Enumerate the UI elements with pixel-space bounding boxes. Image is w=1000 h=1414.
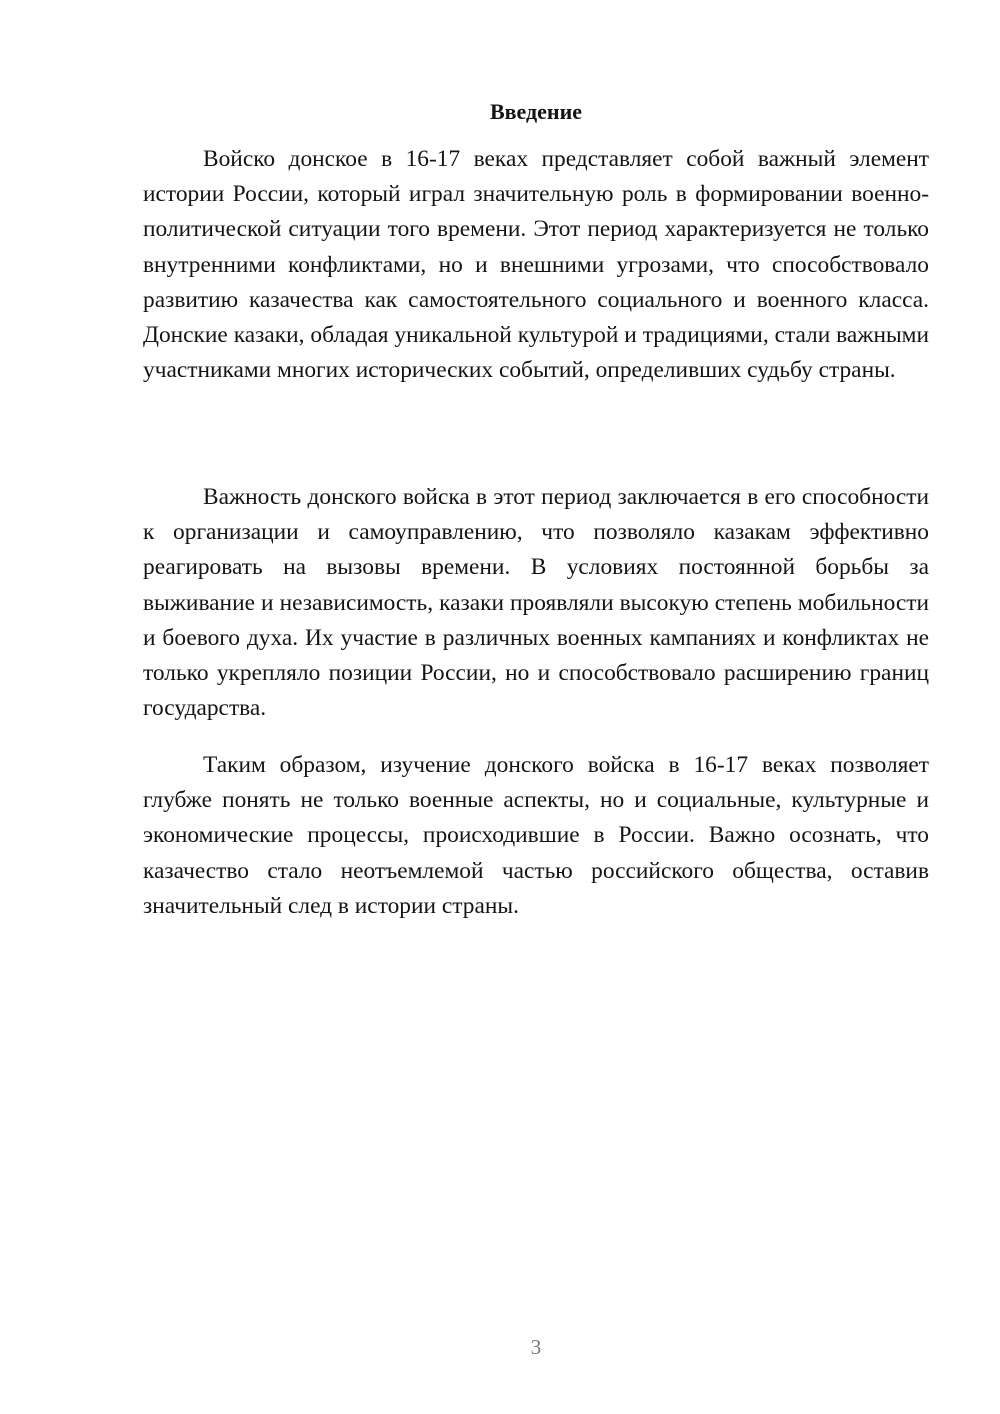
paragraph-1: Войско донское в 16-17 веках представляет собой важный элемент истории России, который играл значительную роль в формировании военно-политической ситуации того времени. Этот период характеризуется не только внутренними конфликтами, но и внешними угрозами, что способствовало развитию казачества как самостоятельного социального и военного класса. Донские казаки, обладая уникальной культурой и традициями, стали важными участниками многих исторических событий, определивших судьбу страны. xyxy=(143,146,929,384)
page-number: 3 xyxy=(530,1335,542,1359)
section-heading: Введение xyxy=(489,99,583,124)
paragraph-2: Важность донского войска в этот период заключается в его способности к организации и самоуправлению, что позволяло казакам эффективно реагировать на вызовы времени. В условиях постоянной борьбы за выживание и независимость, казаки проявляли высокую степень мобильности и боевого духа. Их участие в различных военных кампаниях и конфликтах не только укрепляло позиции России, но и способствовало расширению границ государства. xyxy=(143,484,929,722)
paragraph-3: Таким образом, изучение донского войска в 16-17 веках позволяет глубже понять не только военные аспекты, но и социальные, культурные и экономические процессы, происходившие в России. Важно осознать, что казачество стало неотъемлемой частью российского общества, оставив значительный след в истории страны. xyxy=(143,752,929,919)
